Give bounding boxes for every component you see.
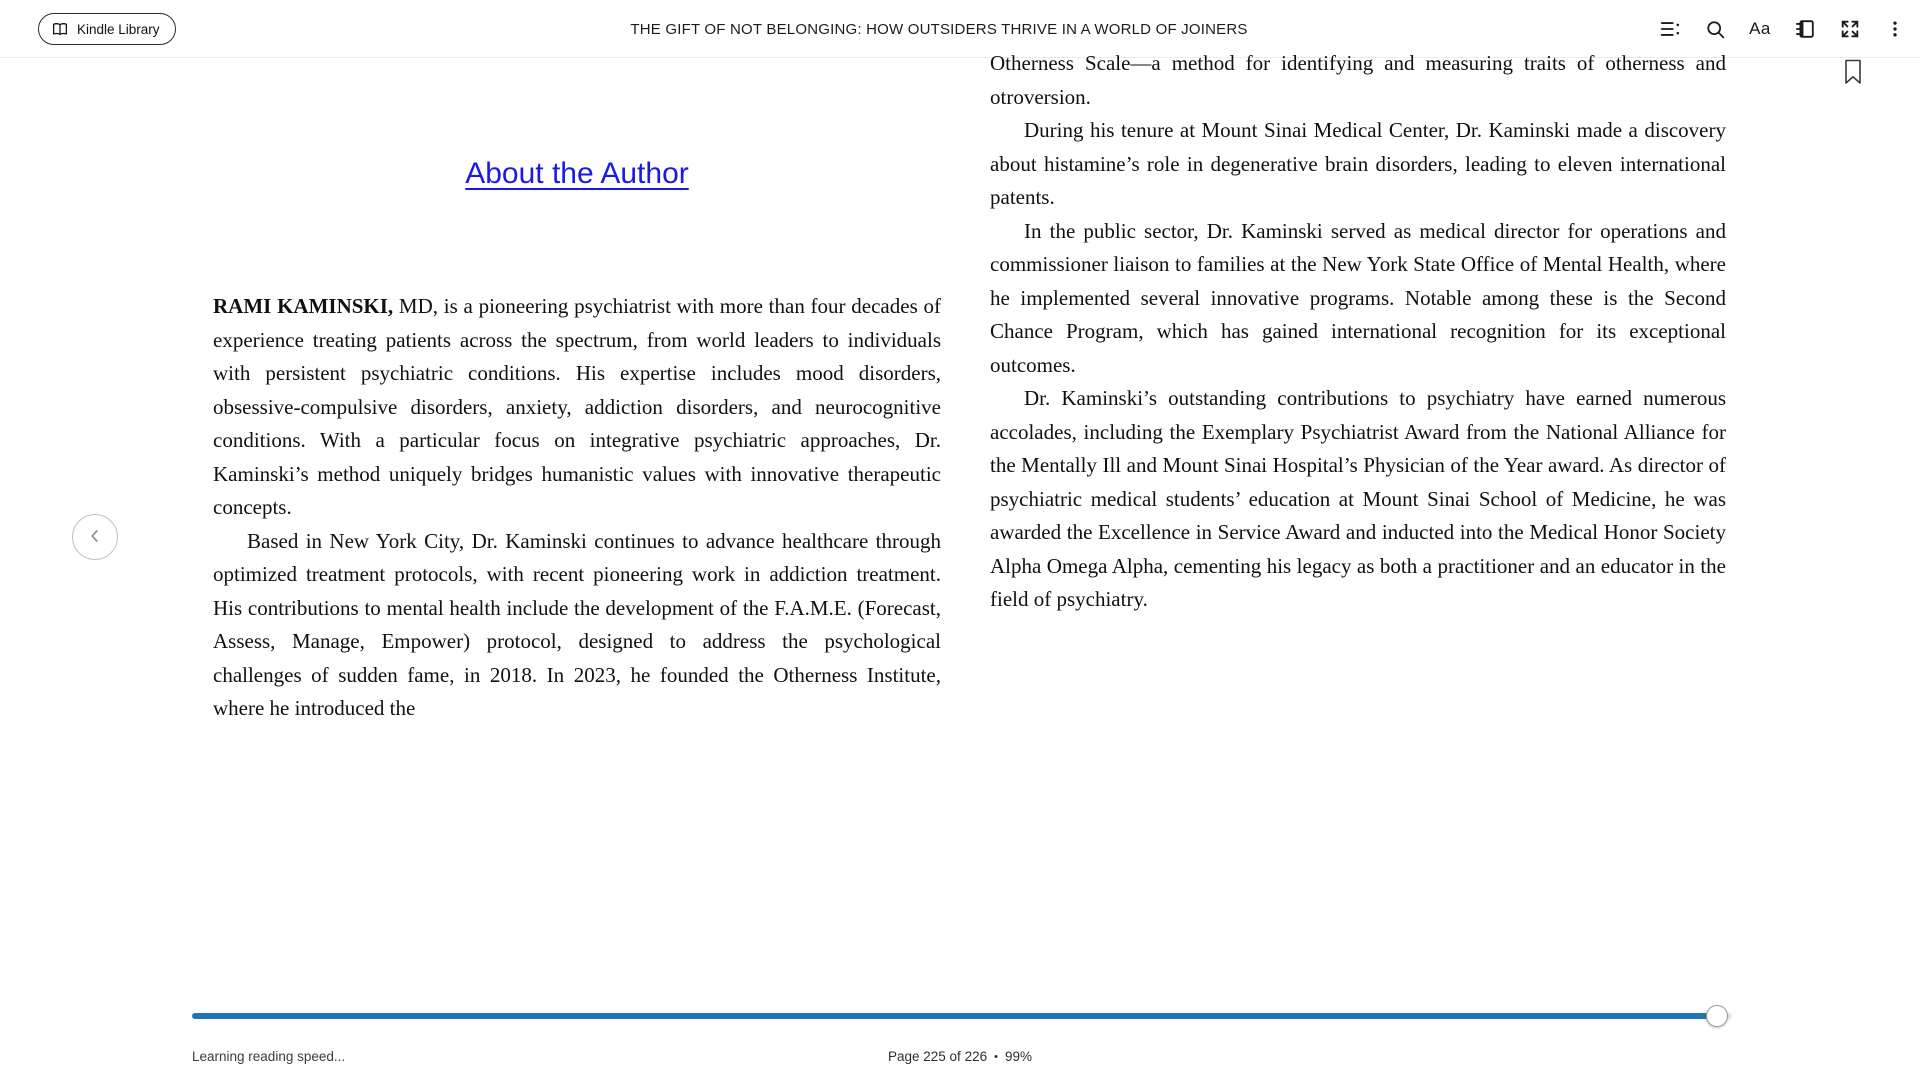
search-button[interactable] <box>1704 18 1726 40</box>
search-icon <box>1705 19 1726 40</box>
progress-slider-knob[interactable] <box>1706 1005 1728 1027</box>
paragraph: Dr. Kaminski’s outstanding contributions to psychiatry have earned numerous accolades, including the Exemplary Psychiatrist Award from the National Alliance for the Mentally Ill and Mount Sinai Hospital’s Physician of the Year award. As director of psychiatric medical students’ education at Mount Sinai School of Medicine, he was awarded the Excellence in Service Award and inducted into the Medical Honor Society Alpha Omega Alpha, cementing his legacy as both a practitioner and an educator in the field of psychiatry. <box>990 386 1726 611</box>
toc-icon <box>1659 18 1681 40</box>
fullscreen-expand-icon <box>1839 18 1861 40</box>
book-title: THE GIFT OF NOT BELONGING: HOW OUTSIDERS THRIVE IN A WORLD OF JOINERS <box>630 20 1248 38</box>
fullscreen-button[interactable] <box>1839 18 1861 40</box>
paragraph: During his tenure at Mount Sinai Medical Center, Dr. Kaminski made a discovery about histamine’s role in degenerative brain disorders, leading to eleven international patents. <box>990 118 1726 209</box>
reading-progress-slider[interactable] <box>192 1013 1732 1019</box>
paragraph <box>213 290 941 525</box>
bookmark-button[interactable] <box>1844 59 1862 85</box>
separator-dot: • <box>994 1051 998 1063</box>
chevron-left-icon <box>84 525 106 550</box>
paragraph: In the public sector, Dr. Kaminski served as medical director for operations and commissioner liaison to families at the New York State Office of Mental Health, where he implemented several innovative programs. Notable among these is the Second Chance Program, which has gained international recognition for its exceptional outcomes. <box>990 218 1726 377</box>
paragraph: Based in New York City, Dr. Kaminski continues to advance healthcare through optimized treatment protocols, with recent pioneering work in addiction treatment. His contributions to mental health include the development of the F.A.M.E. (Forecast, Assess, Manage, Empower) protocol, designed to address the psychological challenges of sudden fame, in 2018. In 2023, he founded the Otherness Institute, where he introduced the <box>213 528 941 720</box>
paragraph: Otherness Scale—a method for identifying and measuring traits of otherness and otroversion. <box>990 51 1726 109</box>
page-left-column <box>213 155 941 726</box>
font-settings-icon: Aa <box>1749 19 1771 38</box>
page-position-status <box>0 1049 1920 1064</box>
chapter-heading-link[interactable]: About the Author <box>465 157 689 190</box>
page-layout-button[interactable] <box>1794 18 1816 40</box>
font-settings-button[interactable] <box>1749 18 1771 40</box>
bookmark-icon <box>1844 73 1862 88</box>
page-info: Page 225 of 226 <box>888 1049 988 1064</box>
progress-fill <box>192 1013 1717 1019</box>
overflow-menu-button[interactable] <box>1884 18 1906 40</box>
previous-page-button[interactable] <box>72 514 118 560</box>
author-name-bold: RAMI KAMINSKI, <box>213 294 394 318</box>
percent-read: 99% <box>1004 1049 1032 1064</box>
reading-speed-status: Learning reading speed... <box>192 1049 346 1064</box>
page-right-column <box>990 47 1726 617</box>
paragraph-text: MD, is a pioneering psychiatrist with more than four decades of experience treating patients across the spectrum, from world leaders to individuals with persistent psychiatric conditions. His expertise includes mood disorders, obsessive-compulsive disorders, anxiety, addiction disorders, and neurocognitive conditions. With a particular focus on integrative psychiatric approaches, Dr. Kaminski’s method uniquely bridges humanistic values with innovative therapeutic concepts. <box>213 294 941 519</box>
page-layout-icon <box>1794 18 1816 40</box>
kindle-library-label: Kindle Library <box>77 21 160 37</box>
kebab-menu-icon <box>1885 18 1905 40</box>
table-of-contents-button[interactable] <box>1659 18 1681 40</box>
